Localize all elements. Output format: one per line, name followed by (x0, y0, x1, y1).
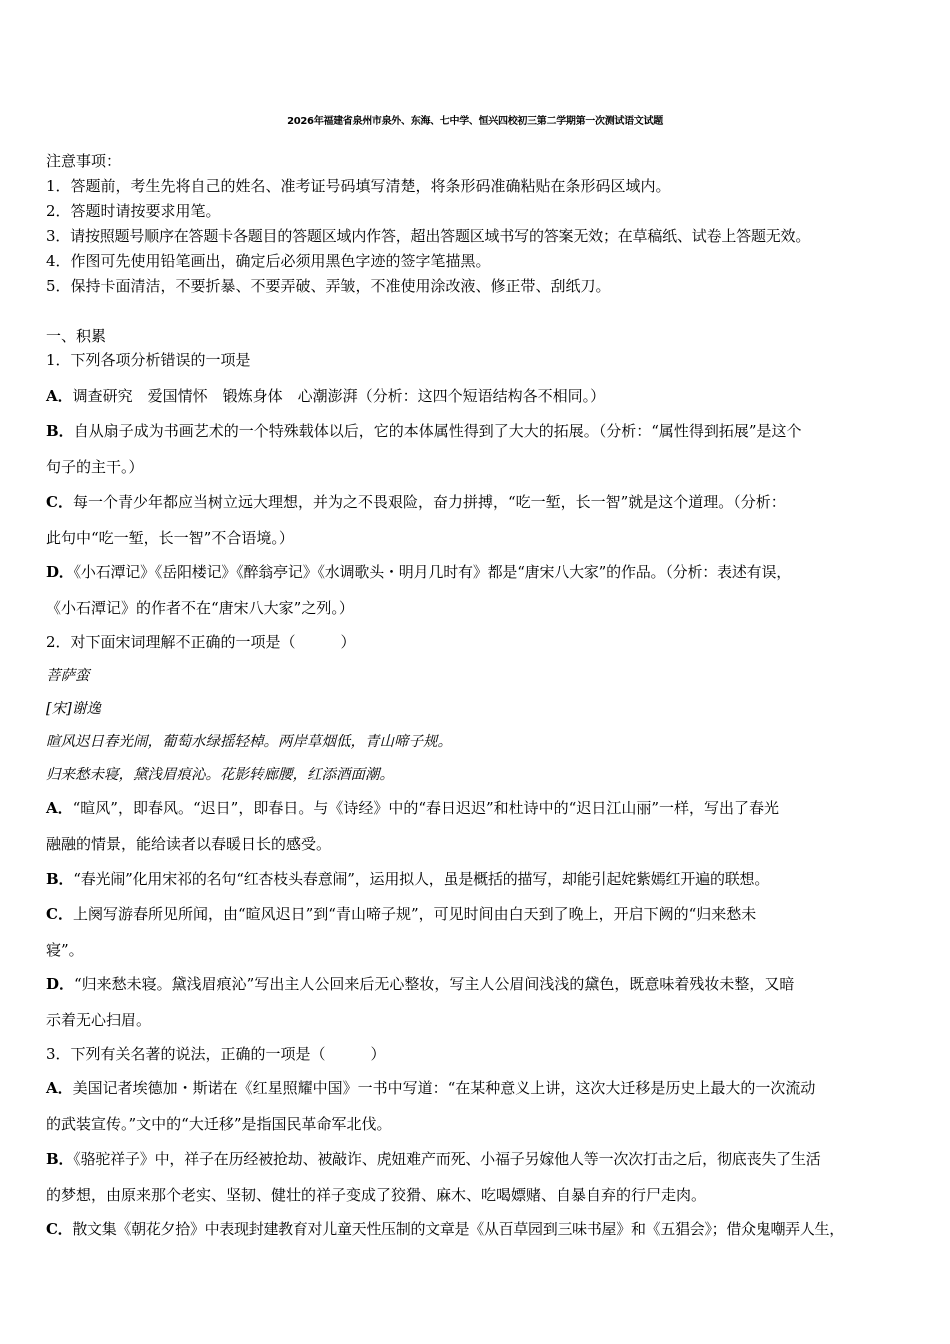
q1-option-b-cont: 句子的主干。） (46, 458, 144, 476)
option-text: 每一个青少年都应当树立远大理想，并为之不畏艰险，奋力拼搏，“吃一堑，长一智”就是这个道理。（分析： (72, 493, 786, 511)
notice-item-5: 5．保持卡面清洁，不要折暴、不要弄破、弄皱，不准使用涂改液、修正带、刮纸刀。 (46, 277, 611, 295)
exam-title: 2026年福建省泉州市泉外、东海、七中学、恒兴四校初三第二学期第一次测试语文试题 (287, 116, 663, 127)
q1-option-b (46, 421, 802, 441)
q1-option-d-cont: 《小石潭记》的作者不在“唐宋八大家”之列。） (46, 599, 354, 617)
poem-title: 菩萨蛮 (46, 668, 90, 684)
q3-option-a-cont: 的武装宣传。”文中的“大迁移”是指国民革命军北伐。 (46, 1115, 392, 1133)
q2-option-c-cont: 寝”。 (46, 941, 84, 959)
q1-option-a (46, 386, 605, 406)
option-label: A． (46, 1079, 73, 1097)
notice-heading: 注意事项： (46, 152, 122, 170)
notice-item-1: 1．答题前，考生先将自己的姓名、准考证号码填写清楚，将条形码准确粘贴在条形码区域内。 (46, 177, 671, 195)
q3-option-b-cont: 的梦想，由原来那个老实、坚韧、健壮的祥子变成了狡猾、麻木、吃喝嫖赌、自暴自弃的行尸走肉。 (46, 1186, 707, 1204)
q3-stem: 3．下列有关名著的说法，正确的一项是（ ） (46, 1045, 386, 1063)
option-label: C． (46, 905, 73, 923)
poem-line-2: 归来愁未寝，黛浅眉痕沁。花影转廊腰，红添酒面潮。 (46, 767, 394, 783)
option-text: 自从扇子成为书画艺术的一个特殊载体以后，它的本体属性得到了大大的拓展。（分析：“属性得到拓展”是这个 (73, 422, 802, 440)
q2-option-b (46, 869, 769, 889)
q3-option-c (46, 1219, 844, 1239)
option-text: 上阕写游春所见所闻，由“暄风迟日”到“青山啼子规”，可见时间由白天到了晚上，开启下阙的“归来愁未 (72, 905, 757, 923)
q3-option-b (46, 1149, 821, 1169)
option-label: B． (46, 870, 74, 888)
section-heading: 一、积累 (46, 327, 107, 345)
option-text: “归来愁未寝。黛浅眉痕沁”写出主人公回来后无心整妆，写主人公眉间浅浅的黛色，既意味着残妆未整，又暗 (74, 975, 795, 993)
q2-option-d (46, 974, 794, 994)
option-label: C． (46, 1220, 73, 1238)
option-label: A． (46, 799, 73, 817)
q1-option-c (46, 492, 786, 512)
notice-item-4: 4．作图可先使用铅笔画出，确定后必须用黑色字迹的签字笔描黑。 (46, 252, 491, 270)
q1-option-c-cont: 此句中“吃一堑，长一智”不合语境。） (46, 529, 294, 547)
option-label: A． (46, 387, 73, 405)
option-label: D． (46, 563, 74, 581)
notice-item-3: 3．请按照题号顺序在答题卡各题目的答题区域内作答，超出答题区域书写的答案无效；在草稿纸、试卷上答题无效。 (46, 227, 811, 245)
option-text: 美国记者埃德加・斯诺在《红星照耀中国》一书中写道：“在某种意义上讲，这次大迁移是历史上最大的一次流动 (72, 1079, 816, 1097)
option-text: “暄风”，即春风。“迟日”，即春日。与《诗经》中的“春日迟迟”和杜诗中的“迟日江山丽”一样，写出了春光 (72, 799, 779, 817)
poem-line-1: 暄风迟日春光闹，葡萄水绿摇轻棹。两岸草烟低，青山啼子规。 (46, 734, 452, 750)
option-text: 散文集《朝花夕拾》中表现封建教育对儿童天性压制的文章是《从百草园到三味书屋》和《五猖会》；借众鬼嘲弄人生， (72, 1220, 844, 1238)
option-text: “春光闹”化用宋祁的名句“红杏枝头春意闹”，运用拟人，虽是概括的描写，却能引起姹紫嫣红开遍的联想。 (73, 870, 770, 888)
notice-item-2: 2．答题时请按要求用笔。 (46, 202, 221, 220)
q2-option-d-cont: 示着无心扫眉。 (46, 1011, 152, 1029)
q2-stem: 2．对下面宋词理解不正确的一项是（ ） (46, 633, 356, 651)
option-label: B． (46, 422, 74, 440)
option-label: B． (46, 1150, 74, 1168)
q2-option-c (46, 904, 756, 924)
q1-option-d (46, 562, 791, 582)
option-text: 调查研究 爱国情怀 锻炼身体 心潮澎湃（分析：这四个短语结构各不相同。） (72, 387, 606, 405)
option-label: C． (46, 493, 73, 511)
poem-author: [宋]谢逸 (46, 701, 101, 717)
q3-option-a (46, 1078, 815, 1098)
q1-stem: 1．下列各项分析错误的一项是 (46, 351, 251, 369)
option-text: 《小石潭记》《岳阳楼记》《醉翁亭记》《水调歌头・明月几时有》都是“唐宋八大家”的作品。（分析：表述有误， (73, 563, 792, 581)
q2-option-a (46, 798, 779, 818)
option-text: 《骆驼祥子》中，祥子在历经被抢劫、被敲诈、虎妞难产而死、小福子另嫁他人等一次次打击之后，彻底丧失了生活 (73, 1150, 821, 1168)
option-label: D． (46, 975, 75, 993)
q2-option-a-cont: 融融的情景，能给读者以春暖日长的感受。 (46, 835, 332, 853)
